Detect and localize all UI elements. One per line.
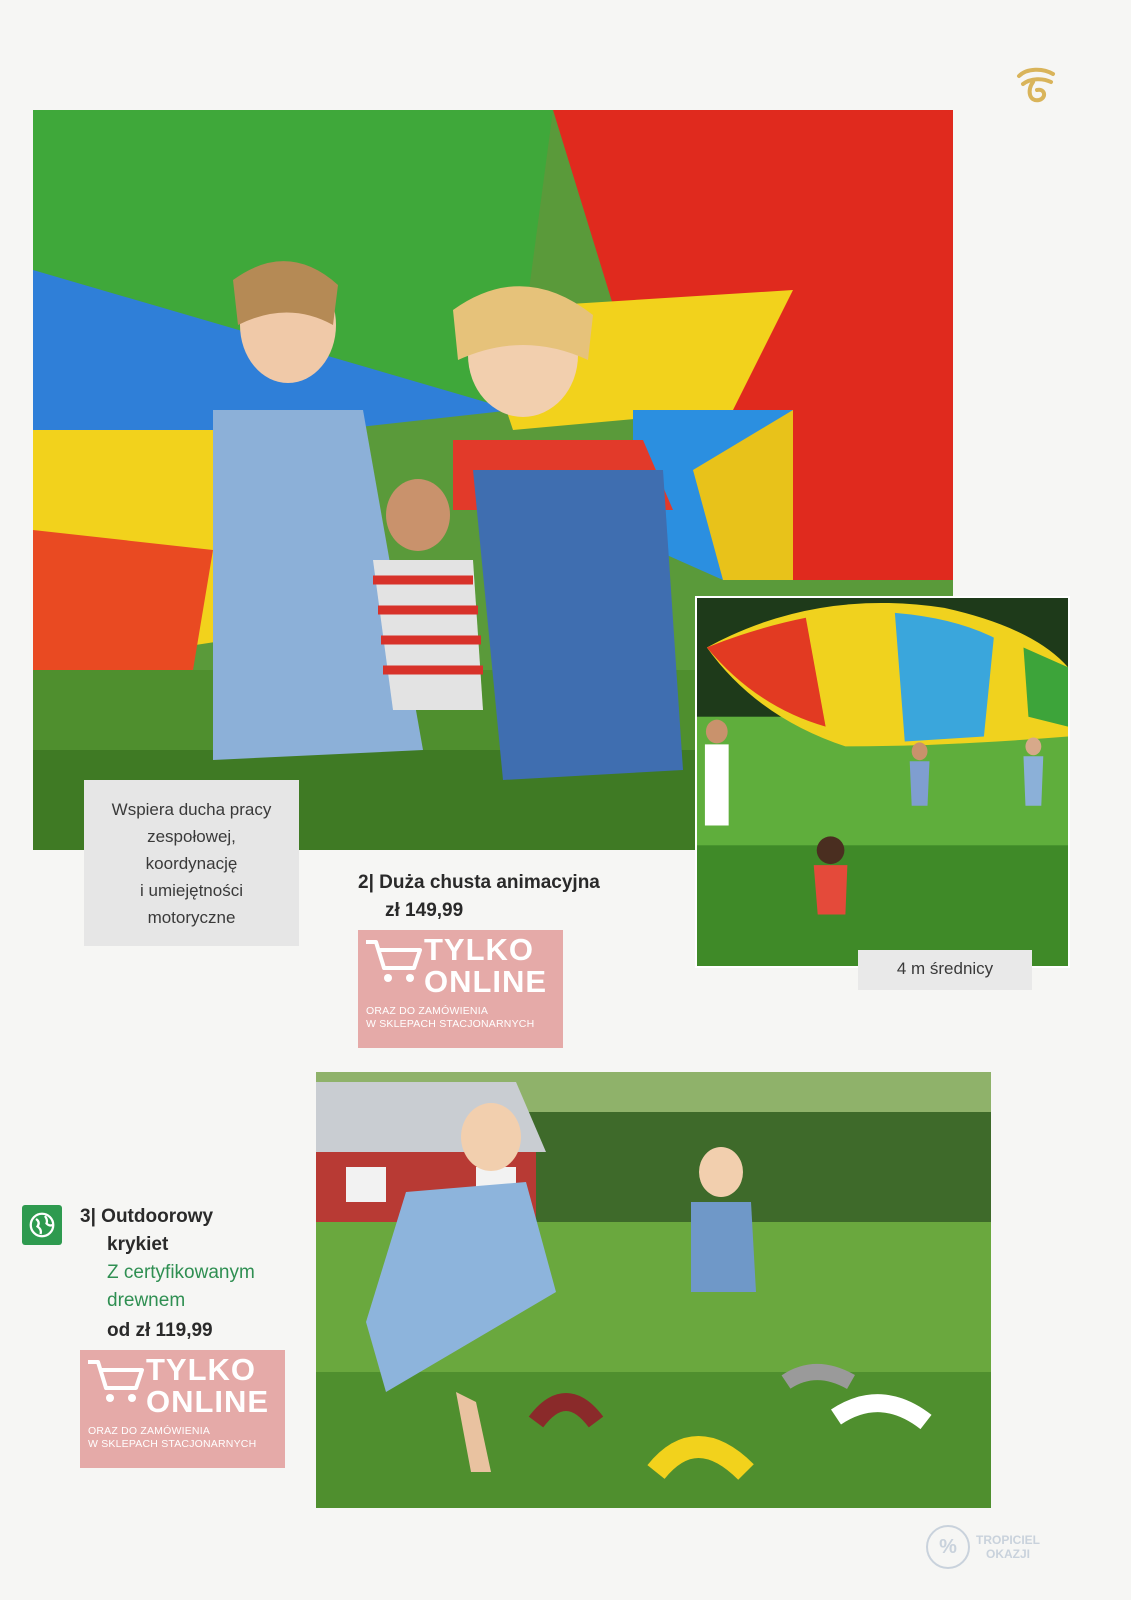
feature-caption-box	[84, 780, 299, 946]
product3-price: od zł 119,99	[107, 1320, 213, 1341]
badge-line1: TYLKO	[424, 932, 535, 967]
product2-number: 2|	[358, 872, 374, 893]
product3-number: 3|	[80, 1206, 96, 1227]
watermark	[926, 1522, 1096, 1572]
cricket-photo	[316, 1072, 991, 1508]
caption-line: zespołowej,	[147, 827, 236, 846]
product3-title-line1	[80, 1206, 213, 1228]
badge-sub1: ORAZ DO ZAMÓWIENIA	[366, 1005, 489, 1017]
product2-price: zł 149,99	[385, 900, 464, 921]
size-caption-text: 4 m średnicy	[896, 959, 994, 978]
tylko-online-badge	[358, 930, 563, 1048]
badge-subtext	[88, 1425, 256, 1451]
badge-line2: ONLINE	[146, 1384, 270, 1419]
badge-subtext	[366, 1005, 534, 1031]
inset-photo-parachute	[695, 596, 1070, 968]
shopping-cart-icon	[364, 938, 422, 984]
watermark-line1: TROPICIEL	[976, 1533, 1041, 1547]
caption-line: koordynację	[145, 854, 238, 873]
caption-line: motoryczne	[147, 908, 236, 927]
badge-sub1: ORAZ DO ZAMÓWIENIA	[88, 1425, 211, 1437]
tylko-online-badge	[80, 1350, 285, 1468]
product2-title-text: Duża chusta animacyjna	[379, 872, 600, 893]
percent-icon: %	[926, 1525, 970, 1569]
caption-line: Wspiera ducha pracy	[111, 800, 272, 819]
product3-title-line2: krykiet	[107, 1234, 169, 1255]
caption-line: i umiejętności	[140, 881, 243, 900]
tchibo-logo-icon	[1013, 62, 1059, 108]
badge-sub2: W SKLEPACH STACJONARNYCH	[366, 1018, 535, 1030]
product3-eco-line2: drewnem	[107, 1290, 186, 1311]
size-caption	[858, 950, 1032, 990]
globe-icon	[22, 1205, 62, 1245]
product3-eco-line1: Z certyfikowanym	[107, 1262, 255, 1283]
product2-title	[358, 872, 600, 894]
product3-title-text1: Outdoorowy	[101, 1206, 214, 1227]
badge-line2: ONLINE	[424, 964, 548, 999]
badge-line1: TYLKO	[146, 1352, 257, 1387]
badge-sub2: W SKLEPACH STACJONARNYCH	[88, 1438, 257, 1450]
shopping-cart-icon	[86, 1358, 144, 1404]
watermark-line2: OKAZJI	[986, 1547, 1031, 1561]
